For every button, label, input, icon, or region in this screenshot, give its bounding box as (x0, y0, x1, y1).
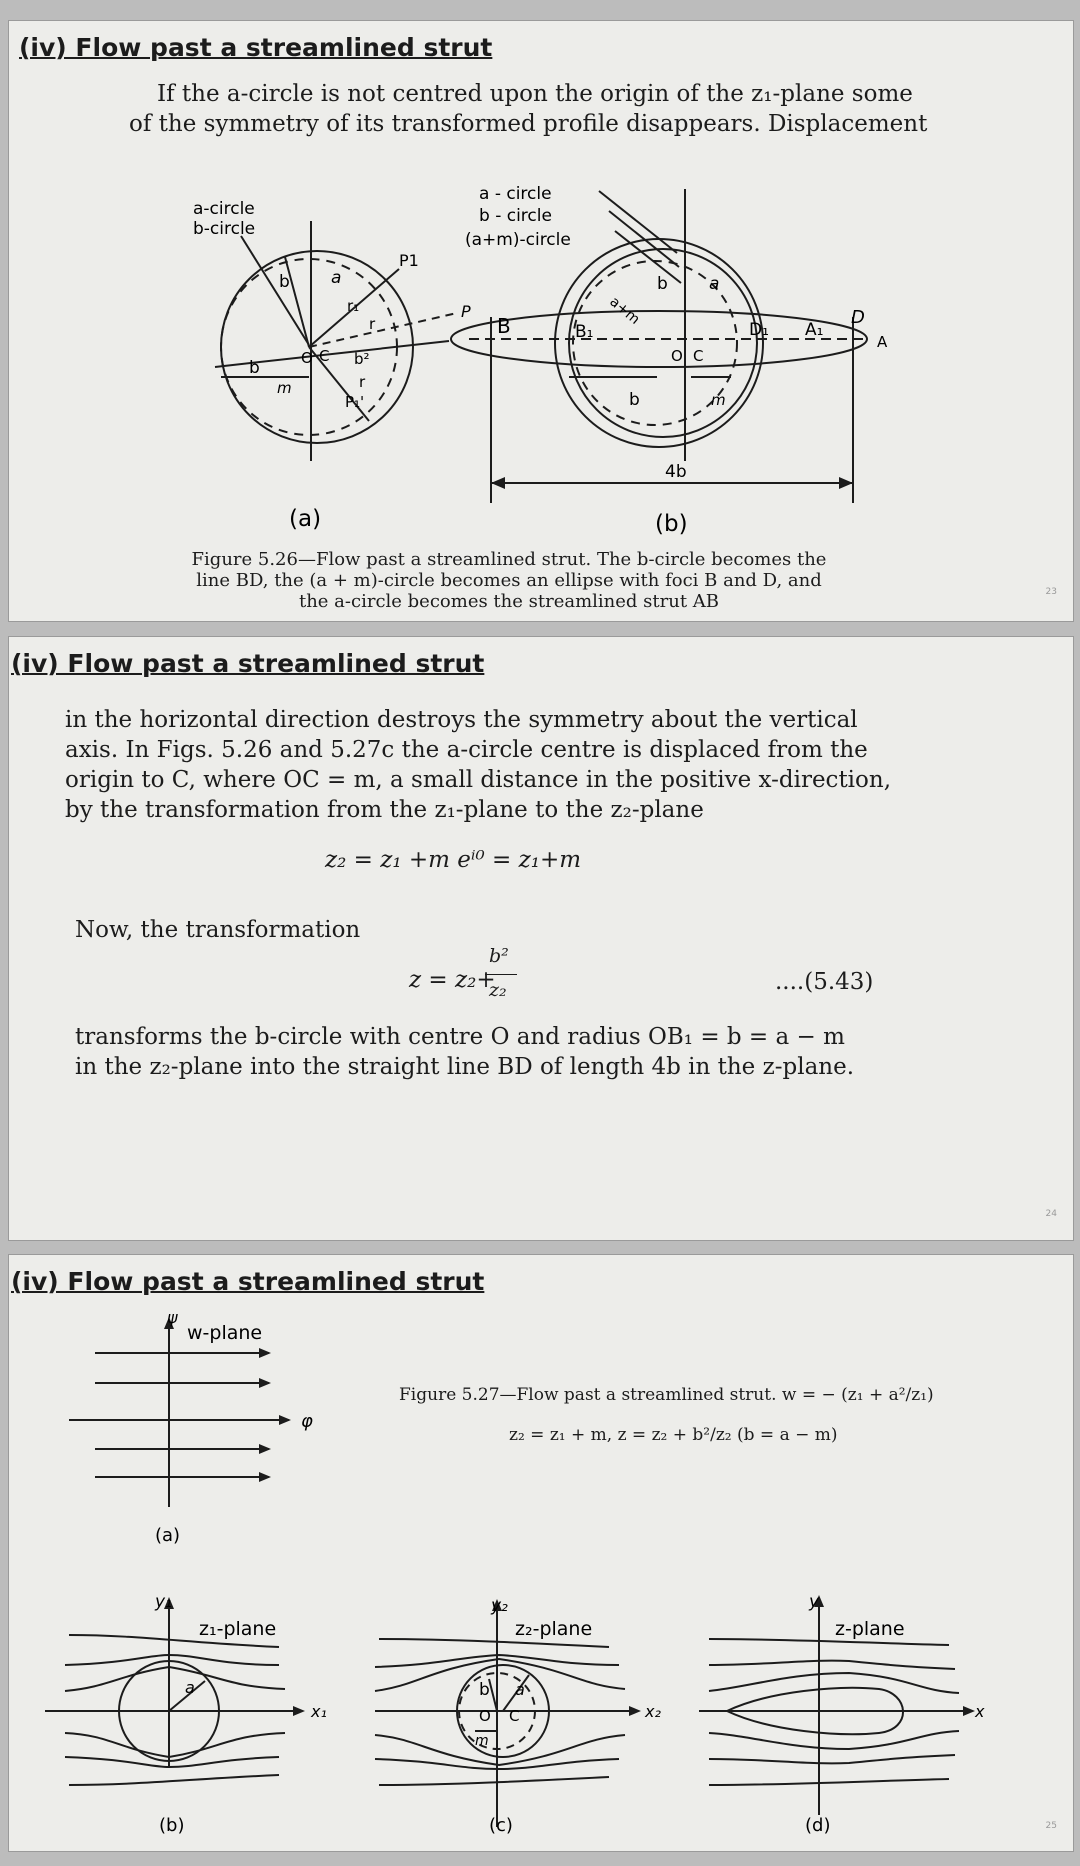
label-b-low: b (629, 390, 640, 410)
paragraph-line: origin to C, where OC = m, a small distance in the positive x-direction, (65, 767, 892, 793)
equation-5-43-numerator: b² (489, 945, 509, 967)
equation-5-43-lhs: z = z₂+ (409, 967, 496, 993)
page-number: 25 (1045, 1821, 1057, 1831)
c-label: C (509, 1707, 520, 1725)
caption-line: Figure 5.26—Flow past a streamlined strut. The b-circle becomes the (191, 549, 827, 570)
paragraph-line: by the transformation from the z₁-plane to the z₂-plane (65, 797, 704, 823)
label-a: a (331, 268, 342, 288)
m-label: m (475, 1733, 489, 1749)
paragraph-line: in the z₂-plane into the straight line BD of length 4b in the z-plane. (75, 1054, 855, 1080)
z-plane-label: z-plane (835, 1618, 905, 1640)
label-b-top: b (657, 274, 668, 294)
slide-1 (8, 20, 1074, 622)
slide-heading: (iv) Flow past a streamlined strut (11, 649, 485, 678)
caption-line: Figure 5.27—Flow past a streamlined strut. w = − (z₁ + a²/z₁) (399, 1385, 934, 1405)
caption-line: line BD, the (a + m)-circle becomes an ellipse with foci B and D, and (196, 570, 822, 591)
label-c: C (319, 347, 330, 365)
b-label: b (479, 1680, 490, 1700)
label-b-circle: b-circle (193, 219, 256, 239)
y1-label: y₁ (155, 1592, 172, 1612)
fraction-bar (485, 974, 517, 975)
label-r1: r₁ (347, 297, 360, 315)
o-label: O (479, 1707, 491, 1725)
am-circle (555, 239, 763, 447)
label-D1: D₁ (749, 320, 769, 340)
label-a-circle-b: a - circle (479, 184, 552, 204)
x2-label: x₂ (645, 1702, 661, 1721)
label-am-circle: (a+m)-circle (465, 230, 571, 250)
z1-plane-label: z₁-plane (199, 1618, 277, 1640)
label-p1-prime: P₁' (345, 393, 365, 411)
label-p1: P1 (399, 251, 419, 270)
label-B: B (497, 314, 511, 338)
panel-label-b: (b) (655, 511, 688, 537)
equation-number: ....(5.43) (775, 969, 874, 995)
slide-heading: (iv) Flow past a streamlined strut (11, 1267, 485, 1296)
panel-label-b: (b) (159, 1815, 185, 1836)
equation-5-43-denominator: z₂ (489, 979, 507, 1001)
figure-5-26b (9, 21, 1073, 621)
page-number: 24 (1045, 1209, 1057, 1219)
label-C: C (693, 347, 704, 365)
label-O: O (671, 347, 683, 365)
page-number: 23 (1045, 587, 1057, 597)
label-p: P (461, 302, 471, 321)
label-r-frac: r (359, 373, 366, 391)
label-4b: 4b (665, 462, 687, 482)
w-plane-label: w-plane (187, 1322, 263, 1344)
label-B1: B₁ (575, 322, 594, 342)
label-am: a+m (606, 293, 643, 328)
label-o: O (301, 349, 313, 367)
panel-label-a: (a) (155, 1525, 181, 1546)
y2-label: y₂ (491, 1596, 508, 1616)
figure-5-27d (9, 1255, 1073, 1855)
caption-line: z₂ = z₁ + m, z = z₂ + b²/z₂ (b = a − m) (509, 1425, 838, 1445)
label-b-circle-b: b - circle (479, 206, 552, 226)
label-a-circle: a-circle (193, 199, 255, 219)
label-m: m (277, 379, 292, 397)
paragraph-line: of the symmetry of its transformed profile disappears. Displacement (129, 111, 928, 137)
label-D: D (851, 307, 865, 328)
a-label-c: a (515, 1680, 525, 1699)
figure-caption (129, 549, 889, 612)
label-b2: b² (354, 350, 370, 368)
panel-label-c: (c) (489, 1815, 513, 1836)
z2-plane-label: z₂-plane (515, 1618, 593, 1640)
label-r: r (369, 315, 376, 333)
paragraph-line: Now, the transformation (75, 917, 361, 943)
paragraph-line: If the a-circle is not centred upon the origin of the z₁-plane some (157, 81, 913, 107)
phi-label: φ (301, 1411, 313, 1432)
slide-3 (8, 1254, 1074, 1852)
label-b: b (279, 272, 290, 292)
panel-label-a: (a) (289, 506, 322, 532)
label-A: A (877, 333, 888, 351)
paragraph-line: in the horizontal direction destroys the symmetry about the vertical (65, 707, 858, 733)
label-A1: A₁ (805, 320, 824, 340)
label-b-lower: b (249, 358, 260, 378)
slide-2 (8, 636, 1074, 1241)
equation-z2: z₂ = z₁ +m eⁱ⁰ = z₁+m (325, 847, 582, 873)
label-m-b: m (711, 391, 726, 409)
paragraph-line: axis. In Figs. 5.26 and 5.27c the a-circle centre is displaced from the (65, 737, 868, 763)
panel-label-d: (d) (805, 1815, 831, 1836)
a-label: a (185, 1678, 195, 1697)
paragraph-line: transforms the b-circle with centre O and radius OB₁ = b = a − m (75, 1024, 845, 1050)
slide-heading: (iv) Flow past a streamlined strut (19, 33, 493, 62)
y-label: y (809, 1592, 820, 1612)
x1-label: x₁ (311, 1702, 327, 1721)
psi-label: ψ (167, 1308, 178, 1327)
caption-line: the a-circle becomes the streamlined strut AB (298, 591, 720, 612)
label-a-top: a (709, 274, 720, 294)
x-label: x (975, 1702, 985, 1721)
